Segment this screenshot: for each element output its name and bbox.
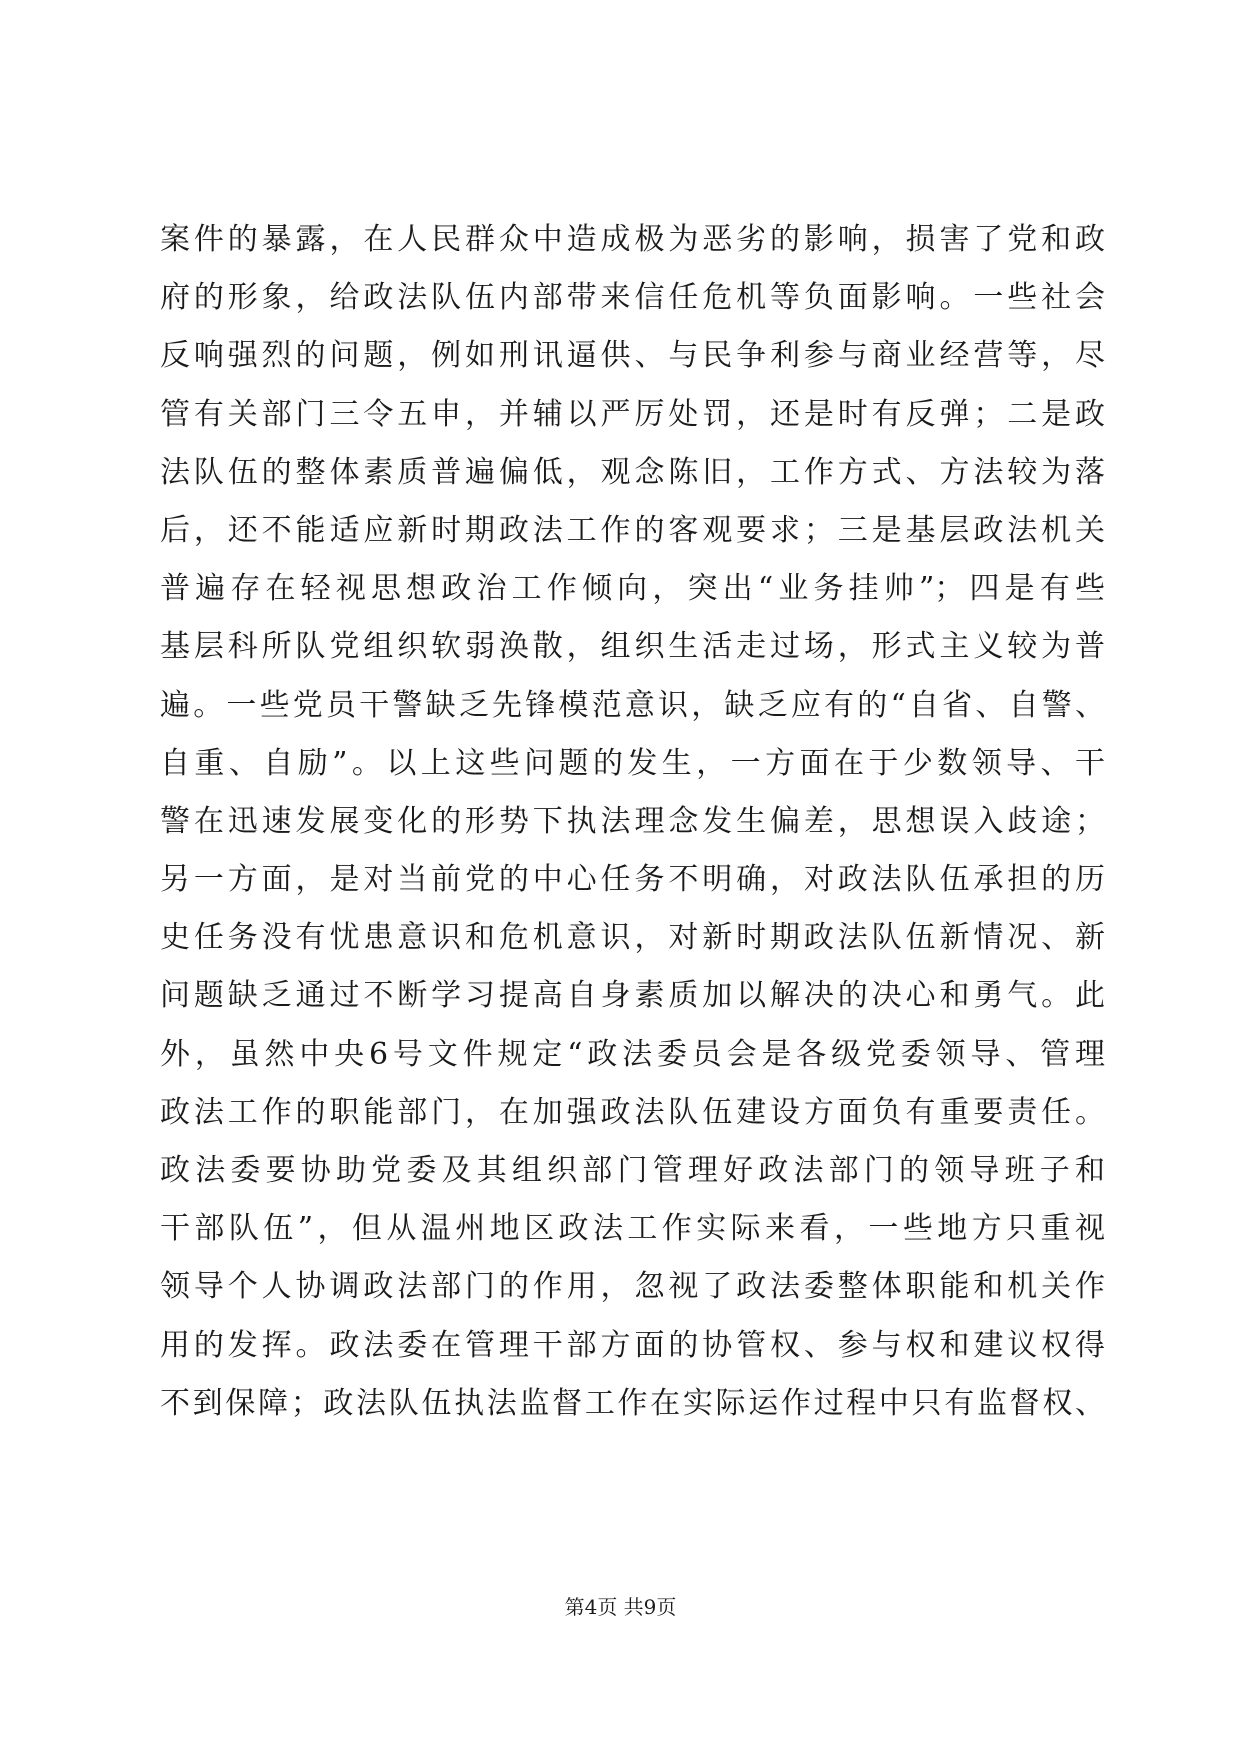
text-line: 政法工作的职能部门，在加强政法队伍建设方面负有重要责任。 xyxy=(160,1094,1105,1130)
text-line: 府的形象，给政法队伍内部带来信任危机等负面影响。一些社会 xyxy=(160,280,1105,316)
text-line: 法队伍的整体素质普遍偏低，观念陈旧，工作方式、方法较为落 xyxy=(160,454,1105,490)
text-line: 领导个人协调政法部门的作用，忽视了政法委整体职能和机关作 xyxy=(160,1269,1105,1305)
text-line: 案件的暴露，在人民群众中造成极为恶劣的影响，损害了党和政 xyxy=(160,222,1105,257)
text-line: 基层科所队党组织软弱涣散，组织生活走过场，形式主义较为普 xyxy=(160,629,1105,665)
text-line: 史任务没有忧患意识和危机意识，对新时期政法队伍新情况、新 xyxy=(160,920,1105,956)
text-line: 警在迅速发展变化的形势下执法理念发生偏差，思想误入歧途； xyxy=(160,803,1105,839)
page-number-footer: 第4页 共9页 xyxy=(564,1595,677,1619)
text-line: 遍。一些党员干警缺乏先锋模范意识，缺乏应有的“自省、自警、 xyxy=(160,687,1105,723)
text-line: 用的发挥。政法委在管理干部方面的协管权、参与权和建议权得 xyxy=(160,1327,1105,1363)
text-line: 后，还不能适应新时期政法工作的客观要求；三是基层政法机关 xyxy=(160,512,1105,548)
text-line: 干部队伍”，但从温州地区政法工作实际来看，一些地方只重视 xyxy=(160,1211,1105,1247)
body-text xyxy=(160,222,1105,1444)
text-line: 外，虽然中央6号文件规定“政法委员会是各级党委领导、管理 xyxy=(160,1036,1105,1072)
text-line: 另一方面，是对当前党的中心任务不明确，对政法队伍承担的历 xyxy=(160,862,1105,898)
text-line: 问题缺乏通过不断学习提高自身素质加以解决的决心和勇气。此 xyxy=(160,978,1105,1014)
text-line: 反响强烈的问题，例如刑讯逼供、与民争利参与商业经营等，尽 xyxy=(160,338,1105,374)
text-line: 政法委要协助党委及其组织部门管理好政法部门的领导班子和 xyxy=(160,1153,1105,1188)
text-line: 管有关部门三令五申，并辅以严厉处罚，还是时有反弹；二是政 xyxy=(160,396,1105,432)
text-line: 自重、自励”。以上这些问题的发生，一方面在于少数领导、干 xyxy=(160,745,1105,781)
text-line: 不到保障；政法队伍执法监督工作在实际运作过程中只有监督权、 xyxy=(160,1385,1105,1421)
text-line: 普遍存在轻视思想政治工作倾向，突出“业务挂帅”；四是有些 xyxy=(160,571,1105,607)
